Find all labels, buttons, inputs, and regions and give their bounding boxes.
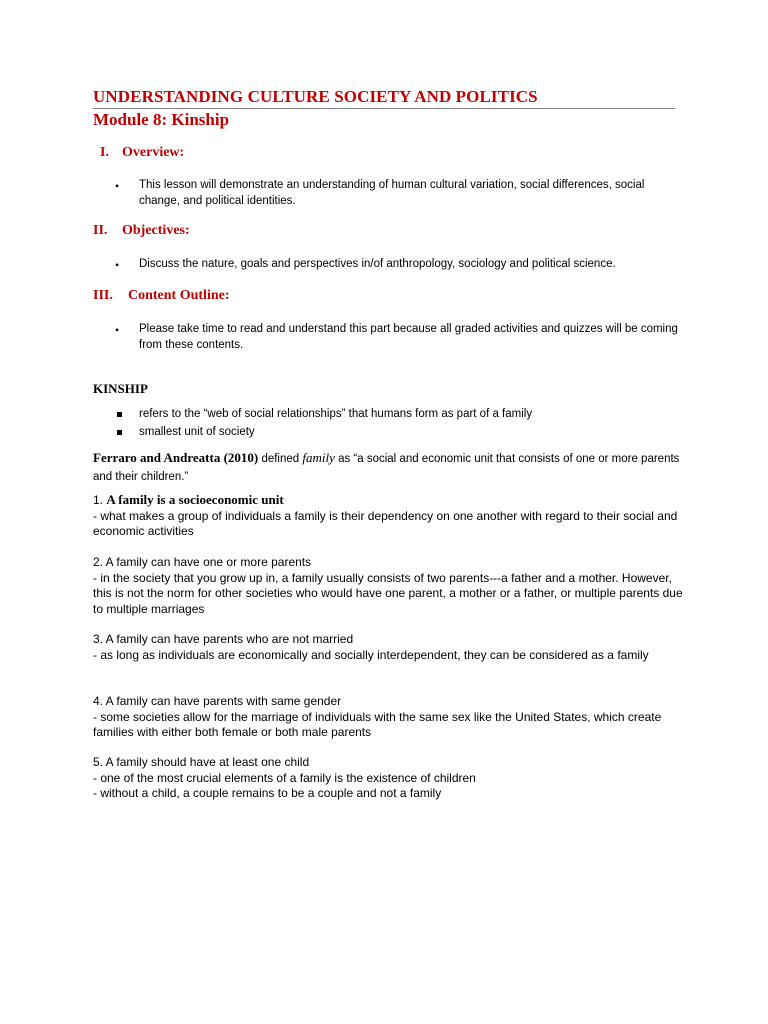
- bullet-icon: •: [115, 258, 120, 272]
- square-bullet-icon: [117, 430, 122, 435]
- definition-term: family: [302, 450, 335, 465]
- definition-authors: Ferraro and Andreatta (2010): [93, 450, 259, 465]
- document-title: UNDERSTANDING CULTURE SOCIETY AND POLITICS: [93, 87, 538, 106]
- bullet-text: Please take time to read and understand this part because all graded activities and quizzes will be coming from these contents.: [139, 323, 678, 351]
- section-heading-overview: [100, 145, 184, 161]
- section-number: II.: [93, 223, 108, 238]
- kinship-point-text: refers to the “web of social relationships” that humans form as part of a family: [139, 408, 533, 420]
- kinship-heading: KINSHIP: [93, 381, 148, 396]
- item-title: 2. A family can have one or more parents: [93, 555, 312, 569]
- square-bullet-icon: [117, 412, 122, 417]
- family-item-2: [93, 555, 693, 617]
- family-definition: [93, 450, 683, 485]
- section-number: III.: [93, 288, 113, 303]
- bullet-icon: •: [115, 323, 120, 337]
- item-title: A family is a socioeconomic unit: [106, 492, 284, 507]
- kinship-point-text: smallest unit of society: [139, 426, 255, 438]
- title-divider: [93, 108, 675, 109]
- section-heading-objectives: [93, 223, 190, 239]
- bullet-text: This lesson will demonstrate an understanding of human cultural variation, social differences, social change, and political identities.: [139, 179, 645, 207]
- section-heading-text: Objectives:: [122, 223, 190, 238]
- item-body: - one of the most crucial elements of a family is the existence of children: [93, 770, 476, 785]
- item-body: - as long as individuals are economically and socially interdependent, they can be considered as a family: [93, 647, 649, 662]
- family-item-4: [93, 694, 693, 741]
- item-body: - without a child, a couple remains to be a couple and not a family: [93, 786, 442, 800]
- bullet-icon: •: [115, 179, 120, 193]
- item-body: - some societies allow for the marriage of individuals with the same sex like the United States, which create families with either both female or both male parents: [93, 709, 662, 739]
- definition-rest: as “a social and economic unit that consists of one or more parents and their children.”: [93, 453, 680, 483]
- family-item-5: [93, 755, 693, 802]
- item-title: 3. A family can have parents who are not married: [93, 632, 354, 646]
- item-title: 4. A family can have parents with same gender: [93, 694, 342, 708]
- family-item-3: [93, 632, 693, 663]
- section-number: I.: [100, 145, 109, 160]
- item-title: 5. A family should have at least one child: [93, 755, 310, 769]
- module-title: Module 8: Kinship: [93, 110, 230, 129]
- bullet-text: Discuss the nature, goals and perspectives in/of anthropology, sociology and political science.: [139, 258, 616, 270]
- definition-verb: defined: [258, 453, 303, 465]
- section-heading-text: Content Outline:: [128, 288, 230, 303]
- item-number: 1.: [93, 493, 104, 507]
- item-body: - what makes a group of individuals a family is their dependency on one another with regard to their social and economic activities: [93, 508, 678, 538]
- section-heading-text: Overview:: [122, 145, 185, 160]
- item-body: - in the society that you grow up in, a family usually consists of two parents---a father and a mother. However, this is not the norm for other societies who would have one parent, a mother or a father, or multiple parents due to multiple marriages: [93, 570, 683, 616]
- section-heading-content-outline: [93, 288, 230, 304]
- family-item-1: [93, 492, 693, 540]
